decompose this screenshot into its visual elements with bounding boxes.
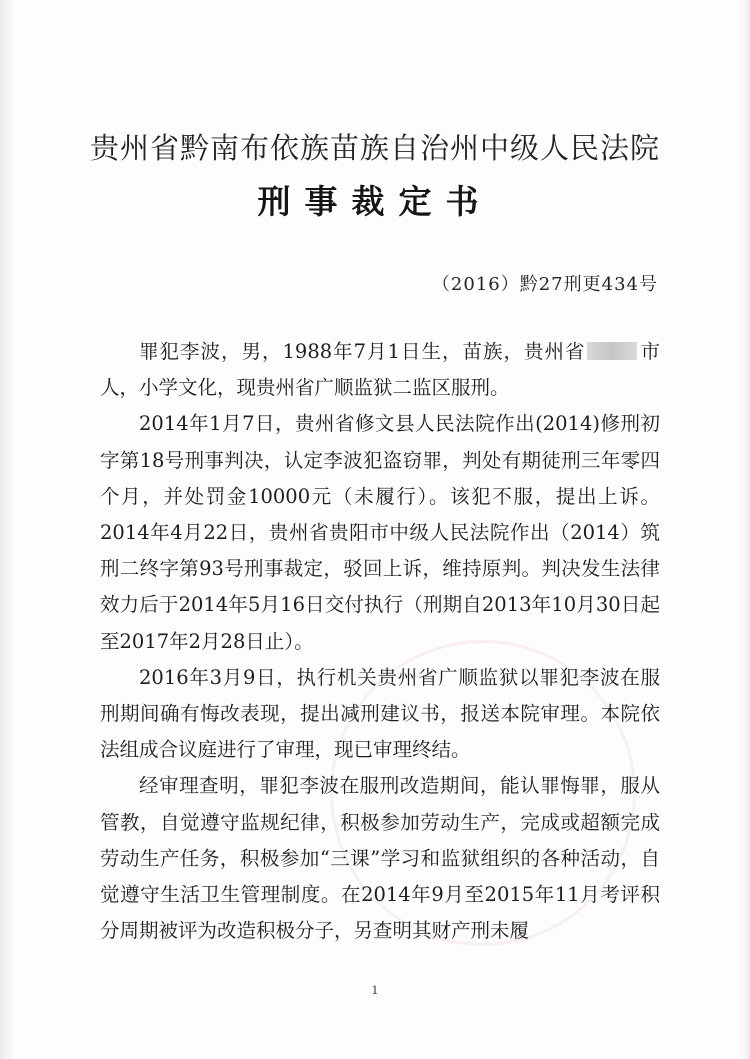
document-type-title: 刑事裁定书 [257, 182, 493, 221]
defendant-info-start: 罪犯李波，男，1988年7月1日生，苗族，贵州省 [139, 340, 586, 363]
paragraph-findings: 经审理查明，罪犯李波在服刑改造期间，能认罪悔罪，服从管教，自觉遵守监规纪律，积极参加劳动生产，完成或超额完成劳动生产任务，积极参加“三课”学习和监狱组织的各种活动，自觉遵守生活卫生管理制度。在2014年9月至2015年11月考评积分周期被评为改造积极分子，另查明其财产刑未履 [100, 774, 660, 943]
page-number: 1 [371, 984, 379, 997]
paragraph-original-judgment: 2014年1月7日，贵州省修文县人民法院作出(2014)修刑初字第18号刑事判决，认定李波犯盗窃罪，判处有期徒刑三年零四个月，并处罚金10000元（未履行）。该犯不服，提出上诉。2014年4月22日，贵州省贵阳市中级人民法院作出（2014）筑刑二终字第93号刑事裁定，驳回上诉，维持原判。判决发生法律效力后于2014年5月16日交付执行（刑期自2013年10月30日起至2017年2月28日止）。 [100, 412, 660, 653]
case-number: （2016）黔27刑更434号 [431, 274, 658, 295]
paragraph-commutation-proposal: 2016年3月9日，执行机关贵州省广顺监狱以罪犯李波在服刑期间确有悔改表现，提出减刑建议书，报送本院审理。本院依法组成合议庭进行了审理，现已审理终结。 [100, 665, 660, 762]
court-name: 贵州省黔南布依族苗族自治州中级人民法院 [89, 131, 660, 165]
document-body [100, 334, 660, 949]
defendant-info-end: 市人，小学文化，现贵州省广顺监狱二监区服刑。 [100, 340, 660, 400]
paragraph-defendant-info [100, 334, 660, 406]
redaction-block [587, 342, 637, 360]
